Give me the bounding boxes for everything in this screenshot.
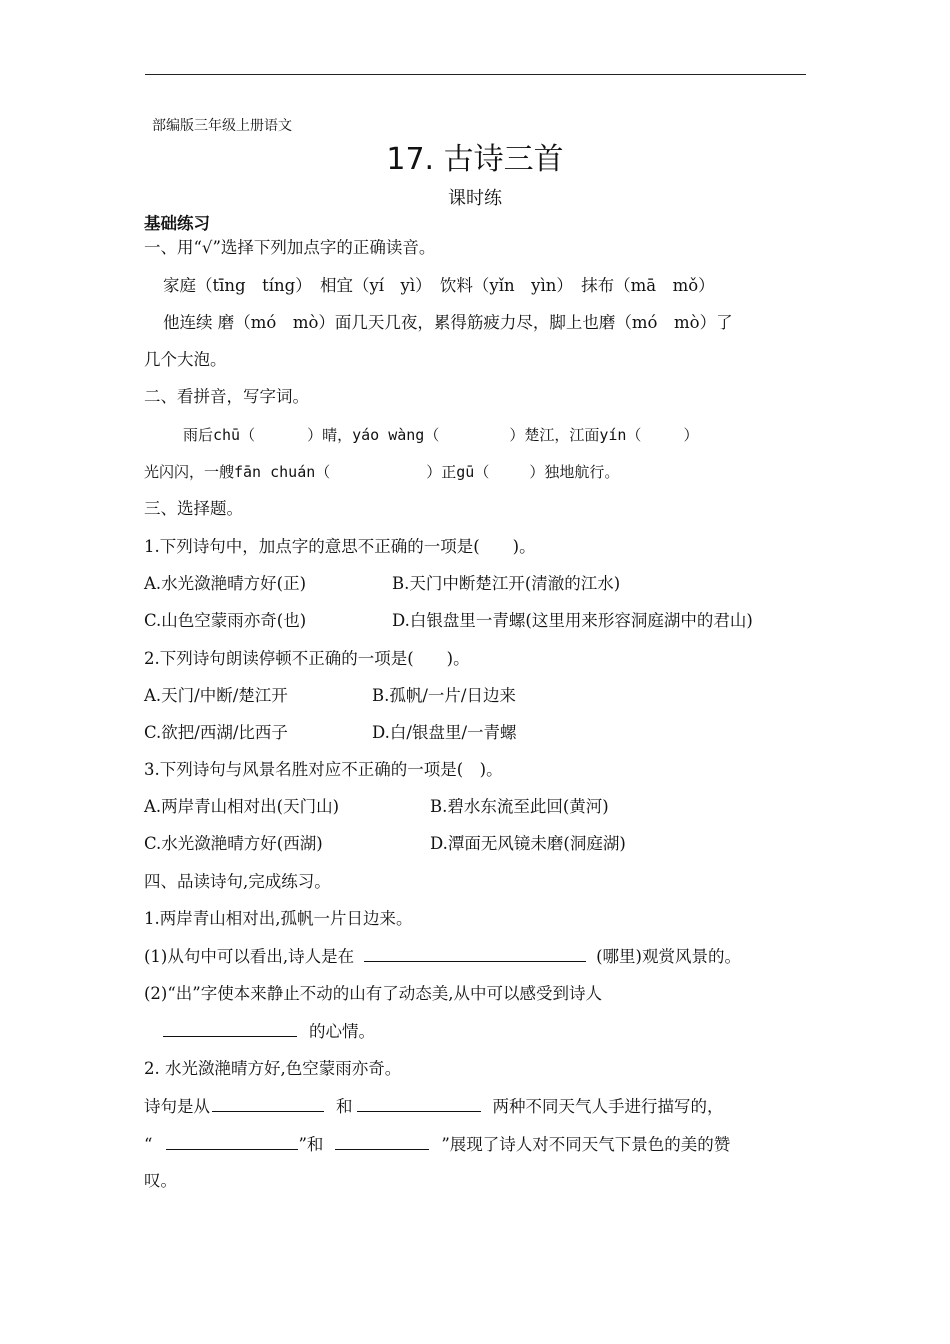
q2-text: ）晴，yáo wàng（	[307, 426, 440, 444]
q4-sub-1-text: (哪里)观赏风景的。	[596, 947, 741, 966]
header-rule	[145, 74, 806, 75]
q4-poem-1: 1.两岸青山相对出,孤帆一片日边来。	[144, 909, 413, 928]
q3-item-3-option-a: A.两岸青山相对出(天门山)	[144, 797, 340, 816]
q4-p2-line-2	[144, 1133, 730, 1156]
q2-heading: 二、看拼音，写字词。	[144, 387, 309, 406]
answer-blank[interactable]	[163, 1020, 297, 1037]
answer-blank[interactable]	[335, 1133, 429, 1150]
q1-line-2: 他连续 磨（mó mò）面几天几夜，累得筋疲力尽，脚上也磨（mó mò）了	[163, 313, 733, 332]
q4-p2-text: ”和	[298, 1135, 324, 1154]
q3-item-1-option-a: A.水光潋滟晴方好(正)	[144, 574, 307, 593]
q3-item-1-option-b: B.天门中断楚江开(清澈的江水)	[392, 574, 621, 593]
q3-item-3-option-b: B.碧水东流至此回(黄河)	[430, 797, 609, 816]
page-subtitle: 课时练	[448, 188, 502, 209]
q3-item-3-option-d: D.潭面无风镜未磨(洞庭湖)	[430, 834, 626, 853]
q4-p2-text: ”展现了诗人对不同天气下景色的美的赞	[441, 1135, 731, 1154]
q4-sub-1	[144, 945, 741, 968]
q4-poem-2: 2. 水光潋滟晴方好,色空蒙雨亦奇。	[144, 1059, 402, 1078]
q2-text: ）楚江，江面yín（	[509, 426, 642, 444]
q2-text: ）正gū（	[426, 463, 490, 481]
answer-blank[interactable]	[364, 945, 586, 962]
q3-item-2-option-d: D.白/银盘里/一青螺	[372, 723, 517, 742]
q4-p2-text: 诗句是从	[144, 1097, 210, 1116]
page-title: 17. 古诗三首	[386, 142, 564, 177]
q3-item-2-option-a: A.天门/中断/楚江开	[144, 686, 288, 705]
q3-item-2-option-c: C.欲把/西湖/比西子	[144, 723, 288, 742]
q3-item-3-option-c: C.水光潋滟晴方好(西湖)	[144, 834, 323, 853]
q4-sub-2-cont	[163, 1020, 375, 1043]
answer-blank[interactable]	[166, 1133, 298, 1150]
answer-blank[interactable]	[357, 1095, 481, 1112]
q4-p2-line-1	[144, 1095, 724, 1118]
q2-text: 光闪闪，一艘fān chuán（	[144, 463, 331, 481]
section-basic-heading: 基础练习	[144, 214, 210, 233]
q3-item-1-option-c: C.山色空蒙雨亦奇(也)	[144, 611, 307, 630]
q1-line-1: 家庭（tīng tíng） 相宜（yí yì） 饮料（yǐn yìn） 抹布（mā mǒ）	[163, 276, 715, 295]
q4-p2-text: 两种不同天气人手进行描写的，	[492, 1097, 724, 1116]
q4-sub-2-text: 的心情。	[309, 1022, 375, 1041]
q2-text: ）独地航行。	[529, 463, 620, 481]
q1-heading: 一、用“√”选择下列加点字的正确读音。	[144, 238, 436, 257]
q2-line-2	[144, 461, 619, 483]
q3-item-1-option-d: D.白银盘里一青螺(这里用来形容洞庭湖中的君山)	[392, 611, 753, 630]
q2-line-1	[183, 424, 698, 446]
q4-p2-line-3: 叹。	[144, 1171, 177, 1190]
q4-sub-2: (2)“出”字使本来静止不动的山有了动态美,从中可以感受到诗人	[144, 984, 602, 1003]
q2-text: 雨后chū（	[183, 426, 256, 444]
q1-line-3: 几个大泡。	[144, 350, 227, 369]
q2-text: ）	[683, 426, 699, 444]
q3-item-2-option-b: B.孤帆/一片/日边来	[372, 686, 516, 705]
q4-heading: 四、品读诗句,完成练习。	[144, 872, 331, 891]
q3-item-3-stem: 3.下列诗句与风景名胜对应不正确的一项是( )。	[144, 760, 503, 779]
q4-p2-text: 和	[336, 1097, 353, 1116]
q3-heading: 三、选择题。	[144, 499, 243, 518]
subject-label: 部编版三年级上册语文	[152, 118, 292, 134]
answer-blank[interactable]	[212, 1095, 324, 1112]
q4-p2-text: “	[144, 1135, 153, 1154]
q3-item-2-stem: 2.下列诗句朗读停顿不正确的一项是( )。	[144, 649, 470, 668]
q3-item-1-stem: 1.下列诗句中，加点字的意思不正确的一项是( )。	[144, 537, 536, 556]
q4-sub-1-text: (1)从句中可以看出,诗人是在	[144, 947, 355, 966]
